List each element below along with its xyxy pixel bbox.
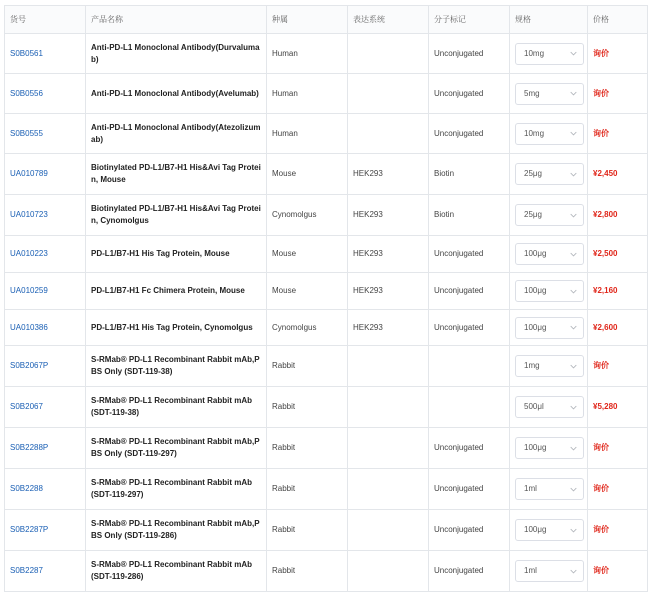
spec-cell bbox=[510, 510, 588, 551]
spec-cell bbox=[510, 346, 588, 387]
expression-system-cell: HEK293 bbox=[348, 195, 429, 236]
molecular-tag-cell: Unconjugated bbox=[429, 428, 510, 469]
expression-system-cell bbox=[348, 428, 429, 469]
price-value: ¥2,450 bbox=[593, 169, 618, 178]
price-value: ¥2,500 bbox=[593, 249, 618, 258]
catalog-link[interactable]: S0B2287 bbox=[10, 566, 43, 575]
spec-cell bbox=[510, 469, 588, 510]
expression-system-cell bbox=[348, 34, 429, 74]
table-row bbox=[5, 551, 648, 592]
price-cell bbox=[588, 74, 648, 114]
spec-select[interactable] bbox=[515, 204, 584, 226]
spec-select[interactable] bbox=[515, 43, 584, 65]
spec-value: 5mg bbox=[524, 88, 540, 98]
spec-value: 25μg bbox=[524, 210, 542, 219]
price-cell bbox=[588, 236, 648, 273]
spec-value: 100μg bbox=[524, 286, 547, 295]
chevron-down-icon bbox=[570, 486, 577, 493]
product-name-cell bbox=[86, 273, 267, 310]
spec-value: 100μg bbox=[524, 525, 547, 534]
molecular-tag-cell: Unconjugated bbox=[429, 34, 510, 74]
expression-system-cell: HEK293 bbox=[348, 236, 429, 273]
spec-select[interactable] bbox=[515, 163, 584, 185]
species-cell: Cynomolgus bbox=[267, 195, 348, 236]
species-cell: Rabbit bbox=[267, 387, 348, 428]
expression-system-cell: HEK293 bbox=[348, 310, 429, 346]
header-catalog: 货号 bbox=[5, 6, 86, 34]
spec-cell bbox=[510, 114, 588, 154]
price-value: 询价 bbox=[593, 361, 609, 370]
species-cell: Rabbit bbox=[267, 510, 348, 551]
product-name[interactable]: S-RMab® PD-L1 Recombinant Rabbit mAb (SDT-119-297) bbox=[91, 478, 253, 499]
spec-select[interactable] bbox=[515, 519, 584, 541]
spec-select[interactable] bbox=[515, 83, 584, 105]
chevron-down-icon bbox=[570, 445, 577, 452]
molecular-tag-cell: Unconjugated bbox=[429, 551, 510, 592]
molecular-tag-cell: Unconjugated bbox=[429, 74, 510, 114]
catalog-cell bbox=[5, 74, 86, 114]
chevron-down-icon bbox=[570, 527, 577, 534]
price-cell bbox=[588, 510, 648, 551]
table-row bbox=[5, 346, 648, 387]
molecular-tag-cell: Unconjugated bbox=[429, 273, 510, 310]
price-value: 询价 bbox=[593, 128, 609, 138]
molecular-tag-cell: Unconjugated bbox=[429, 510, 510, 551]
product-name[interactable]: S-RMab® PD-L1 Recombinant Rabbit mAb,PBS Only (SDT-119-38) bbox=[91, 355, 260, 376]
catalog-cell bbox=[5, 34, 86, 74]
catalog-link[interactable]: S0B2288 bbox=[10, 484, 43, 493]
molecular-tag-cell: Biotin bbox=[429, 154, 510, 195]
price-value: ¥5,280 bbox=[593, 402, 618, 411]
chevron-down-icon bbox=[570, 251, 577, 258]
spec-cell bbox=[510, 273, 588, 310]
expression-system-cell bbox=[348, 469, 429, 510]
chevron-down-icon bbox=[570, 171, 577, 178]
price-cell bbox=[588, 154, 648, 195]
spec-cell bbox=[510, 154, 588, 195]
product-name[interactable]: S-RMab® PD-L1 Recombinant Rabbit mAb,PBS Only (SDT-119-297) bbox=[91, 437, 260, 458]
price-cell bbox=[588, 428, 648, 469]
spec-value: 10mg bbox=[524, 48, 545, 58]
expression-system-cell bbox=[348, 346, 429, 387]
chevron-down-icon bbox=[570, 212, 577, 219]
catalog-cell bbox=[5, 387, 86, 428]
price-cell bbox=[588, 346, 648, 387]
table-row bbox=[5, 310, 648, 346]
product-name-cell bbox=[86, 74, 267, 114]
spec-value: 100μg bbox=[524, 443, 547, 452]
spec-value: 100μg bbox=[524, 249, 547, 258]
header-product-name: 产品名称 bbox=[86, 6, 267, 34]
table-row bbox=[5, 273, 648, 310]
catalog-link[interactable]: UA010723 bbox=[10, 210, 48, 219]
species-cell: Mouse bbox=[267, 273, 348, 310]
molecular-tag-cell: Biotin bbox=[429, 195, 510, 236]
table-row bbox=[5, 114, 648, 154]
spec-cell bbox=[510, 310, 588, 346]
catalog-link[interactable]: UA010789 bbox=[10, 169, 48, 178]
table-header-row bbox=[5, 6, 648, 34]
species-cell: Mouse bbox=[267, 236, 348, 273]
price-value: ¥2,600 bbox=[593, 322, 618, 332]
chevron-down-icon bbox=[570, 288, 577, 295]
product-name-cell bbox=[86, 310, 267, 346]
spec-value: 1ml bbox=[524, 566, 537, 575]
molecular-tag-cell bbox=[429, 387, 510, 428]
product-name-cell bbox=[86, 469, 267, 510]
table-row bbox=[5, 154, 648, 195]
catalog-cell bbox=[5, 551, 86, 592]
product-name-cell bbox=[86, 551, 267, 592]
spec-select[interactable] bbox=[515, 437, 584, 459]
product-table bbox=[4, 5, 648, 592]
catalog-cell bbox=[5, 154, 86, 195]
chevron-down-icon bbox=[570, 363, 577, 370]
spec-value: 500μl bbox=[524, 402, 544, 411]
chevron-down-icon bbox=[570, 50, 577, 57]
molecular-tag-cell: Unconjugated bbox=[429, 114, 510, 154]
product-name-cell bbox=[86, 510, 267, 551]
chevron-down-icon bbox=[570, 404, 577, 411]
header-spec: 规格 bbox=[510, 6, 588, 34]
spec-select[interactable] bbox=[515, 396, 584, 418]
species-cell: Mouse bbox=[267, 154, 348, 195]
species-cell: Rabbit bbox=[267, 428, 348, 469]
species-cell: Cynomolgus bbox=[267, 310, 348, 346]
expression-system-cell bbox=[348, 114, 429, 154]
species-cell: Rabbit bbox=[267, 551, 348, 592]
product-name[interactable]: Biotinylated PD-L1/B7-H1 His&Avi Tag Protein, Mouse bbox=[91, 163, 261, 184]
product-name-cell bbox=[86, 236, 267, 273]
product-name-cell bbox=[86, 387, 267, 428]
price-cell bbox=[588, 469, 648, 510]
price-cell bbox=[588, 114, 648, 154]
spec-cell bbox=[510, 387, 588, 428]
spec-value: 1ml bbox=[524, 484, 537, 493]
price-cell bbox=[588, 273, 648, 310]
price-value: 询价 bbox=[593, 525, 609, 534]
molecular-tag-cell: Unconjugated bbox=[429, 236, 510, 273]
species-cell: Rabbit bbox=[267, 469, 348, 510]
catalog-link[interactable]: S0B0556 bbox=[10, 88, 43, 98]
product-name-cell bbox=[86, 114, 267, 154]
catalog-cell bbox=[5, 469, 86, 510]
catalog-cell bbox=[5, 195, 86, 236]
expression-system-cell bbox=[348, 510, 429, 551]
table-row bbox=[5, 510, 648, 551]
spec-select[interactable] bbox=[515, 123, 584, 145]
spec-cell bbox=[510, 195, 588, 236]
spec-value: 100μg bbox=[524, 322, 547, 332]
species-cell: Human bbox=[267, 114, 348, 154]
product-name[interactable]: S-RMab® PD-L1 Recombinant Rabbit mAb (SDT-119-286) bbox=[91, 560, 253, 581]
product-name[interactable]: S-RMab® PD-L1 Recombinant Rabbit mAb (SDT-119-38) bbox=[91, 396, 253, 417]
product-name-cell bbox=[86, 428, 267, 469]
catalog-link[interactable]: S0B0555 bbox=[10, 128, 43, 138]
price-cell bbox=[588, 195, 648, 236]
price-value: ¥2,800 bbox=[593, 210, 618, 219]
spec-select[interactable] bbox=[515, 478, 584, 500]
catalog-link[interactable]: UA010223 bbox=[10, 249, 48, 258]
molecular-tag-cell: Unconjugated bbox=[429, 469, 510, 510]
catalog-cell bbox=[5, 273, 86, 310]
molecular-tag-cell bbox=[429, 346, 510, 387]
price-value: 询价 bbox=[593, 443, 609, 452]
product-name[interactable]: PD-L1/B7-H1 Fc Chimera Protein, Mouse bbox=[91, 286, 245, 295]
spec-value: 25μg bbox=[524, 169, 542, 178]
catalog-link[interactable]: UA010259 bbox=[10, 286, 48, 295]
catalog-link[interactable]: S0B2067P bbox=[10, 361, 49, 370]
price-value: 询价 bbox=[593, 88, 609, 98]
spec-select[interactable] bbox=[515, 560, 584, 582]
price-cell bbox=[588, 34, 648, 74]
header-price: 价格 bbox=[588, 6, 648, 34]
chevron-down-icon bbox=[570, 324, 577, 331]
catalog-link[interactable]: S0B2288P bbox=[10, 443, 49, 452]
spec-select[interactable] bbox=[515, 317, 584, 339]
price-value: 询价 bbox=[593, 48, 609, 58]
catalog-cell bbox=[5, 346, 86, 387]
species-cell: Human bbox=[267, 74, 348, 114]
product-name[interactable]: PD-L1/B7-H1 His Tag Protein, Mouse bbox=[91, 249, 230, 258]
chevron-down-icon bbox=[570, 130, 577, 137]
price-cell bbox=[588, 310, 648, 346]
expression-system-cell: HEK293 bbox=[348, 273, 429, 310]
price-value: 询价 bbox=[593, 566, 609, 575]
product-name-cell bbox=[86, 154, 267, 195]
product-name[interactable]: Anti-PD-L1 Monoclonal Antibody(Durvalumab) bbox=[91, 42, 260, 64]
product-name-cell bbox=[86, 346, 267, 387]
product-name[interactable]: Anti-PD-L1 Monoclonal Antibody(Avelumab) bbox=[91, 88, 259, 98]
expression-system-cell bbox=[348, 551, 429, 592]
chevron-down-icon bbox=[570, 568, 577, 575]
catalog-cell bbox=[5, 236, 86, 273]
price-value: ¥2,160 bbox=[593, 286, 618, 295]
header-species: 种属 bbox=[267, 6, 348, 34]
spec-cell bbox=[510, 428, 588, 469]
header-molecular-tag: 分子标记 bbox=[429, 6, 510, 34]
expression-system-cell bbox=[348, 74, 429, 114]
spec-select[interactable] bbox=[515, 243, 584, 265]
product-name-cell bbox=[86, 195, 267, 236]
product-name[interactable]: PD-L1/B7-H1 His Tag Protein, Cynomolgus bbox=[91, 322, 253, 332]
product-name[interactable]: Biotinylated PD-L1/B7-H1 His&Avi Tag Protein, Cynomolgus bbox=[91, 204, 261, 225]
catalog-cell bbox=[5, 114, 86, 154]
catalog-link[interactable]: S0B2067 bbox=[10, 402, 43, 411]
product-name-cell bbox=[86, 34, 267, 74]
header-expression-system: 表达系统 bbox=[348, 6, 429, 34]
catalog-cell bbox=[5, 428, 86, 469]
expression-system-cell: HEK293 bbox=[348, 154, 429, 195]
spec-cell bbox=[510, 74, 588, 114]
spec-cell bbox=[510, 551, 588, 592]
table-row bbox=[5, 469, 648, 510]
table-row bbox=[5, 236, 648, 273]
catalog-cell bbox=[5, 310, 86, 346]
molecular-tag-cell: Unconjugated bbox=[429, 310, 510, 346]
product-name[interactable]: Anti-PD-L1 Monoclonal Antibody(Atezolizumab) bbox=[91, 122, 261, 144]
chevron-down-icon bbox=[570, 90, 577, 97]
table-row bbox=[5, 74, 648, 114]
price-value: 询价 bbox=[593, 484, 609, 493]
product-name[interactable]: S-RMab® PD-L1 Recombinant Rabbit mAb,PBS Only (SDT-119-286) bbox=[91, 519, 260, 540]
expression-system-cell bbox=[348, 387, 429, 428]
price-cell bbox=[588, 387, 648, 428]
catalog-link[interactable]: S0B2287P bbox=[10, 525, 49, 534]
catalog-link[interactable]: UA010386 bbox=[10, 322, 48, 332]
spec-cell bbox=[510, 236, 588, 273]
table-row bbox=[5, 195, 648, 236]
table-row bbox=[5, 428, 648, 469]
table-row bbox=[5, 34, 648, 74]
spec-select[interactable] bbox=[515, 280, 584, 302]
spec-cell bbox=[510, 34, 588, 74]
catalog-link[interactable]: S0B0561 bbox=[10, 48, 43, 58]
species-cell: Human bbox=[267, 34, 348, 74]
catalog-cell bbox=[5, 510, 86, 551]
price-cell bbox=[588, 551, 648, 592]
spec-value: 1mg bbox=[524, 361, 540, 370]
species-cell: Rabbit bbox=[267, 346, 348, 387]
spec-select[interactable] bbox=[515, 355, 584, 377]
table-row bbox=[5, 387, 648, 428]
spec-value: 10mg bbox=[524, 128, 545, 138]
